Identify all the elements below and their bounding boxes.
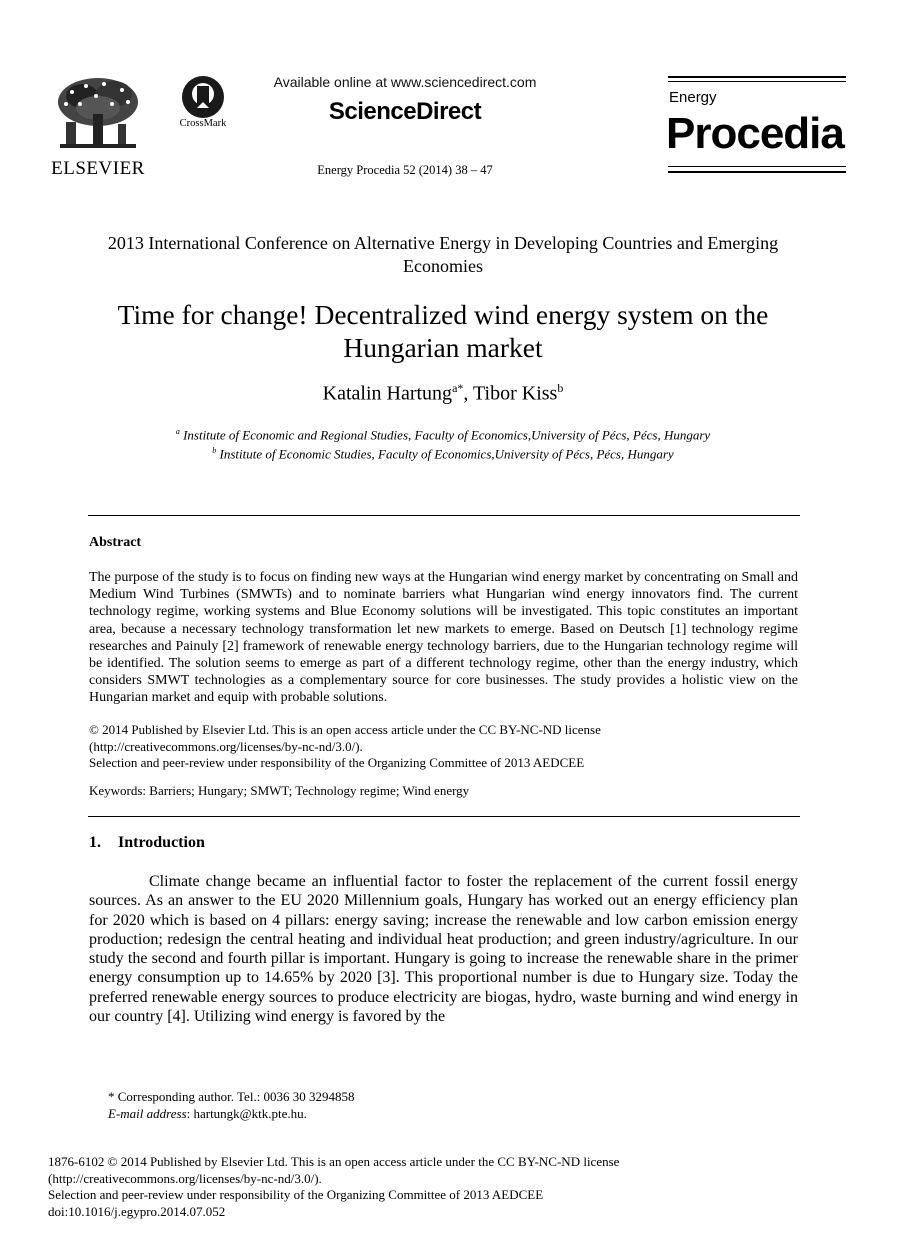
journal-logo-procedia: Procedia xyxy=(666,109,844,158)
email-line xyxy=(108,1105,708,1122)
affiliation-mark: a xyxy=(175,427,180,436)
peer-review-note: Selection and peer-review under responsibility of the Organizing Committee of 2013 AEDCEE xyxy=(48,1187,544,1203)
author-name: Tibor Kiss xyxy=(473,382,558,405)
introduction-heading xyxy=(89,834,205,852)
journal-logo-energy: Energy xyxy=(669,89,717,106)
corresponding-author-footnote xyxy=(108,1088,708,1122)
publisher-name: ELSEVIER xyxy=(51,158,145,179)
license-link[interactable]: (http://creativecommons.org/licenses/by-nc-nd/3.0/). xyxy=(48,1170,322,1186)
corresponding-author: * Corresponding author. Tel.: 0036 30 3294858 xyxy=(108,1089,355,1104)
crossmark-icon[interactable] xyxy=(180,74,226,120)
publication-footer xyxy=(48,1154,848,1221)
affiliation-item xyxy=(60,443,826,462)
abstract-text: The purpose of the study is to focus on finding new ways at the Hungarian wind energy market by concentrating on Small and Medium Wind Turbines (SMWTs) and to nominate barriers what Hungarian wind energy innovators find. The current technology regime, working systems and Blue Economy solutions will be investigated. This topic constitutes an important area, because a necessary technology transformation let new markets to emerge. Based on Deutsch [1] technology regime researches and Painuly [2] framework of renewable energy technology barriers, due to the Hungarian technology regime will be identified. The solution seems to emerge as part of a different technology regime, other than the energy industry, which considers SMWT technologies as a complementary source for core businesses. The study provides a holistic view on the Hungarian market and equip with probable solutions. xyxy=(89,570,798,706)
copyright-line: © 2014 Published by Elsevier Ltd. This is an open access article under the CC BY-NC-ND license xyxy=(89,722,601,737)
journal-citation: Energy Procedia 52 (2014) 38 – 47 xyxy=(317,163,493,177)
journal-logo-rule xyxy=(668,171,846,173)
introduction-text: Climate change became an influential factor to foster the replacement of the current fossil energy sources. As an answer to the EU 2020 Millennium goals, Hungary has worked out an energy efficiency plan for 2020 which is based on 4 pillars: energy saving; increase the renewable and low carbon emission energy production; redesign the central heating and individual heat production; and green industry/agriculture. In our study the second and fourth pillar is important. Hungary is going to increase the renewable share in the primer energy consumption up to 14.65% by 2020 [3]. This proportional number is due to Hungary size. Today the preferred renewable energy sources to produce electricity are biogas, hydro, waste burning and wind energy in our country [4]. Utilizing wind energy is favored by the xyxy=(89,873,798,1026)
crossmark-label: CrossMark xyxy=(179,118,227,129)
sciencedirect-wordmark: ScienceDirect xyxy=(328,98,482,125)
available-online-text[interactable]: Available online at www.sciencedirect.com xyxy=(273,74,537,90)
affiliation-text: Institute of Economic Studies, Faculty of Economics,University of Pécs, Pécs, Hungary xyxy=(219,446,674,462)
author-separator: , xyxy=(463,382,474,405)
email-address[interactable]: : hartungk@ktk.pte.hu. xyxy=(186,1106,307,1121)
license-link[interactable]: (http://creativecommons.org/licenses/by-nc-nd/3.0/). xyxy=(89,738,363,754)
email-label: E-mail address xyxy=(108,1106,187,1121)
conference-name: 2013 International Conference on Alternative Energy in Developing Countries and Emerging Economies xyxy=(107,233,779,276)
section-title: Introduction xyxy=(118,834,205,851)
section-divider xyxy=(88,816,800,817)
keywords: Keywords: Barriers; Hungary; SMWT; Technology regime; Wind energy xyxy=(89,783,470,798)
section-number: 1. xyxy=(89,834,101,851)
affiliation-mark: b xyxy=(212,446,217,456)
issn-copyright: 1876-6102 © 2014 Published by Elsevier Ltd. This is an open access article under the CC BY-NC-ND license xyxy=(48,1154,620,1169)
author-affiliation-mark: a* xyxy=(452,381,464,395)
author-name: Katalin Hartung xyxy=(322,382,453,405)
affiliations xyxy=(60,424,826,463)
journal-logo-rule xyxy=(668,76,846,78)
affiliation-item xyxy=(60,424,826,443)
abstract-heading: Abstract xyxy=(89,535,142,550)
author-list xyxy=(60,381,826,406)
section-divider xyxy=(88,515,800,516)
copyright-notice xyxy=(89,722,798,772)
affiliation-text: Institute of Economic and Regional Studies, Faculty of Economics,University of Pécs, Pécs, Hungary xyxy=(183,427,711,443)
elsevier-tree-logo xyxy=(52,74,144,154)
paper-title: Time for change! Decentralized wind energy system on the Hungarian market xyxy=(117,299,769,363)
author-affiliation-mark: b xyxy=(557,381,564,395)
journal-logo-rule xyxy=(668,166,846,167)
journal-logo-rule xyxy=(668,81,846,82)
peer-review-note: Selection and peer-review under responsibility of the Organizing Committee of 2013 AEDCEE xyxy=(89,755,585,770)
doi-link[interactable]: doi:10.1016/j.egypro.2014.07.052 xyxy=(48,1204,226,1220)
